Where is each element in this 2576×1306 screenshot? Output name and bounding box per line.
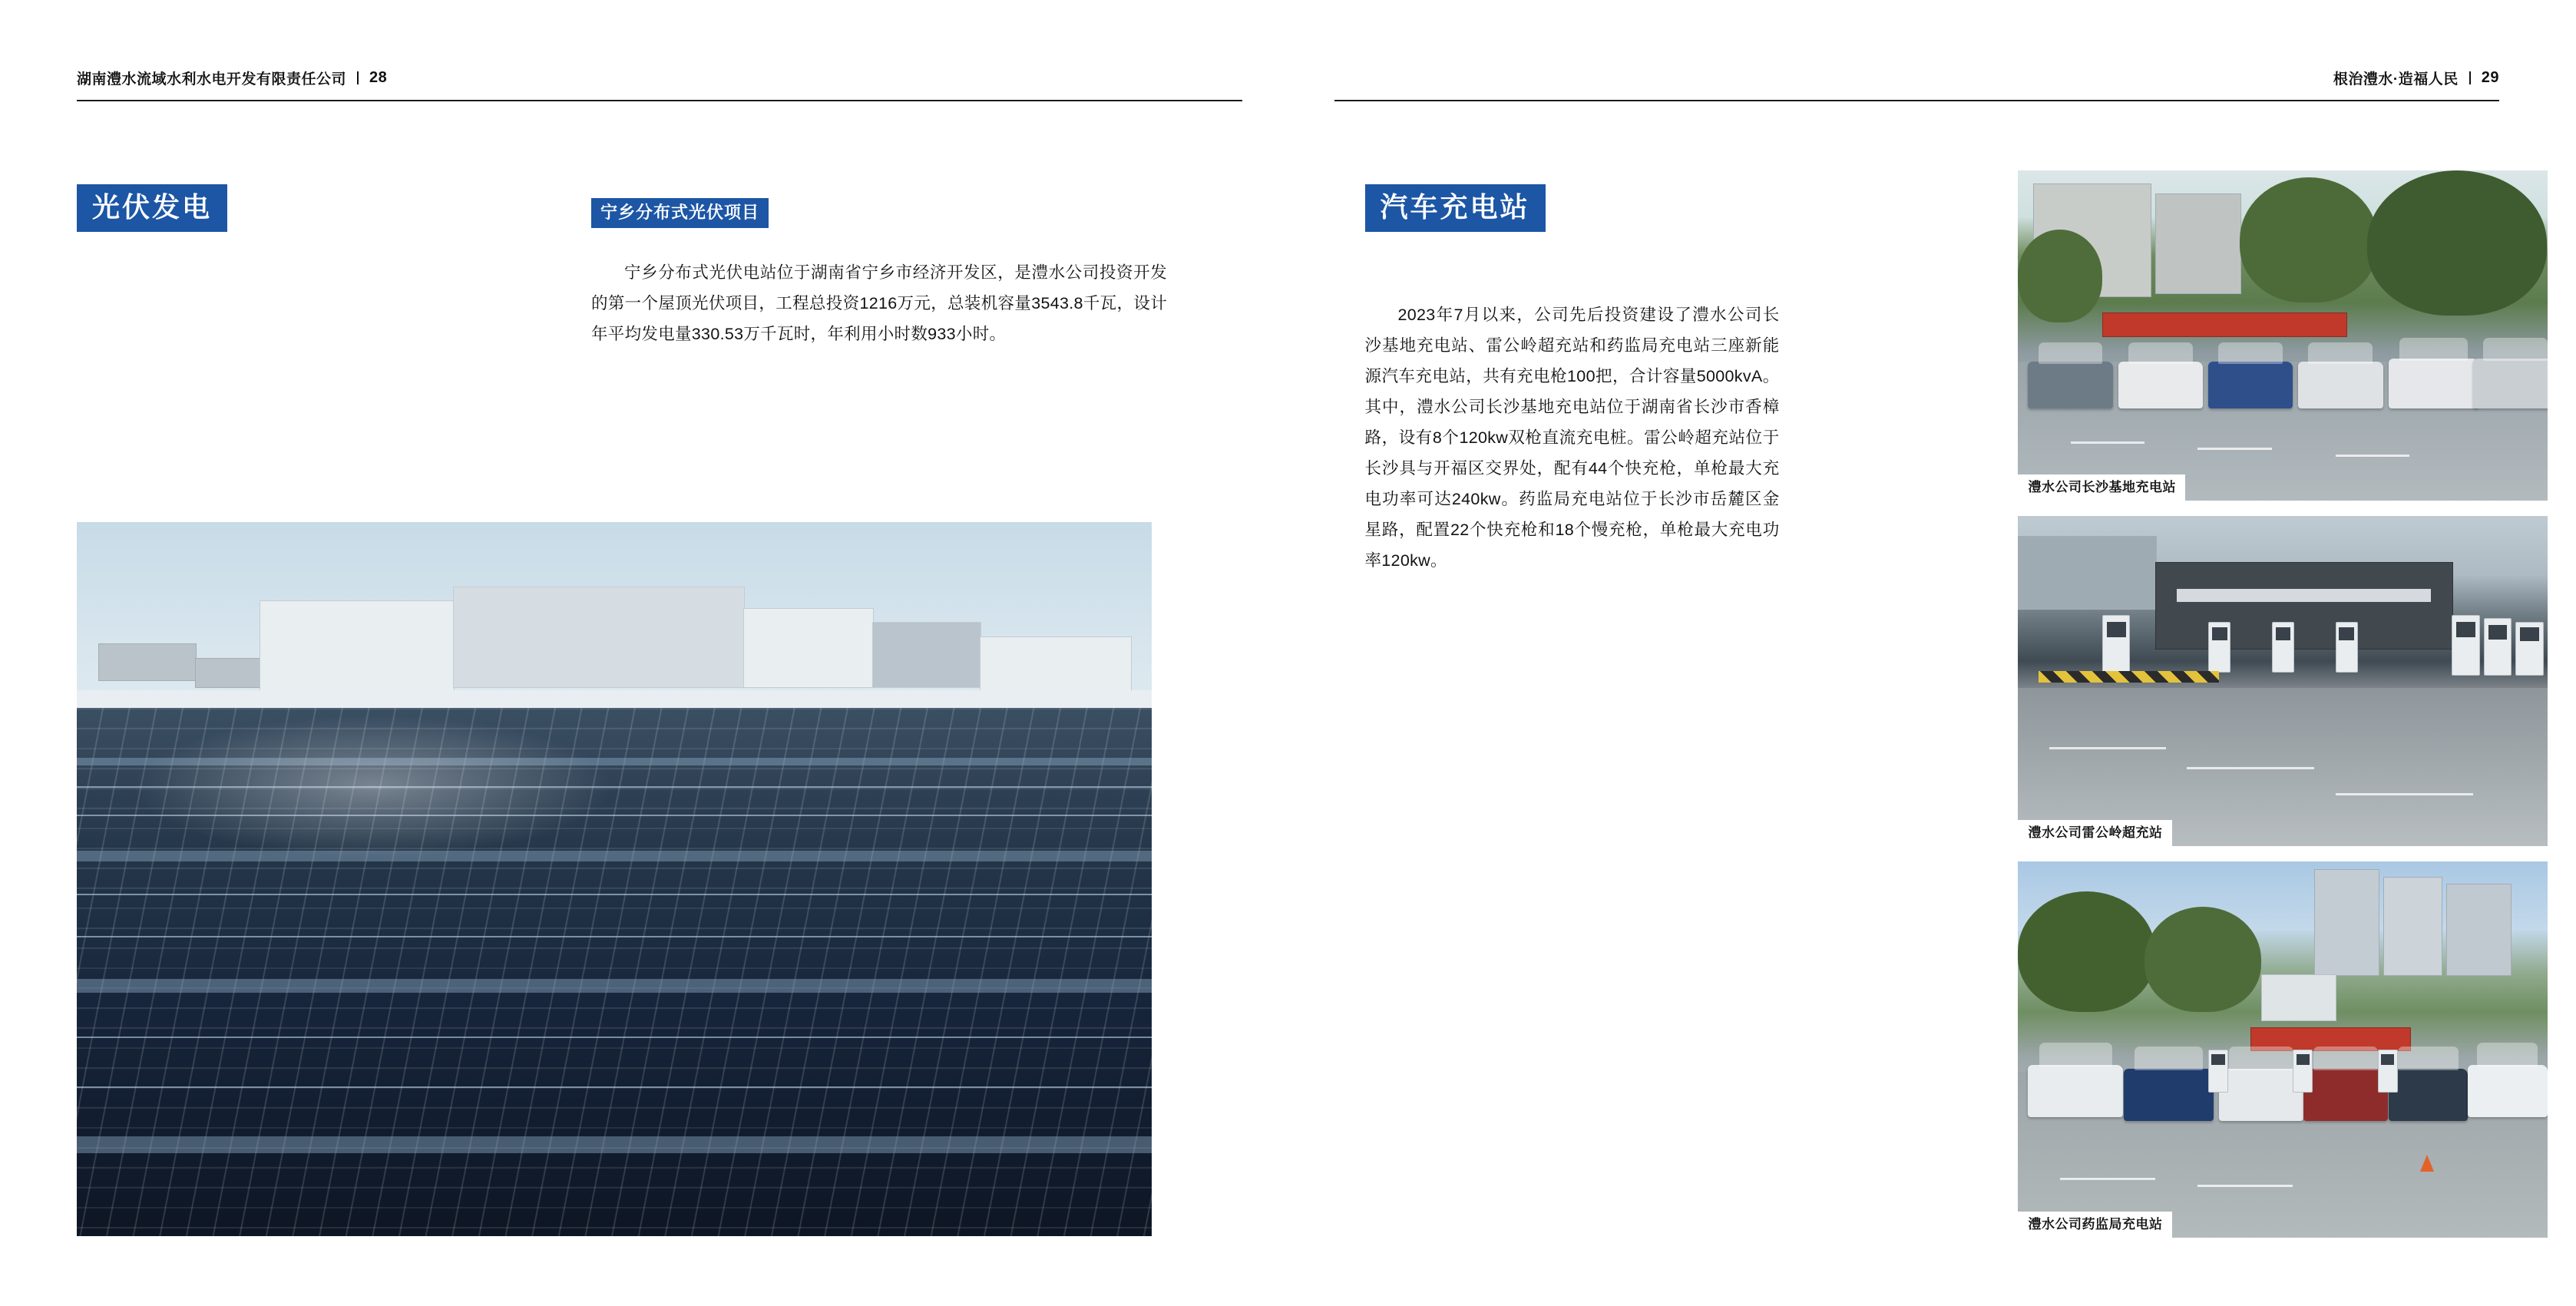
panel-seam xyxy=(77,1037,1152,1038)
sun-glare xyxy=(131,715,614,858)
tree xyxy=(2240,177,2377,303)
charging-pile xyxy=(2452,615,2480,676)
right-page-number: 29 xyxy=(2481,69,2499,86)
parking-line xyxy=(2060,1178,2155,1180)
parking-line xyxy=(2071,441,2145,444)
panel-seam xyxy=(77,936,1152,937)
curb-marking xyxy=(2039,671,2219,683)
charger-screen xyxy=(2107,622,2126,637)
right-body-paragraph: 2023年7月以来，公司先后投资建设了澧水公司长沙基地充电站、雷公岭超充站和药监局充电站三座新能源汽车充电站，共有充电枪100把，合计容量5000kvA。其中，澧水公司长沙基地充电站位于湖南省长沙市香樟路，设有8个120kw双枪直流充电桩。雷公岭超充站位于长沙具与开福区交界处，配有44个快充枪，单枪最大充电功率可达240kw。药监局充电站位于长沙市岳麓区金星路，配置22个快充枪和18个慢充枪，单枪最大充电功率120kw。 xyxy=(1364,306,1780,570)
charger-screen xyxy=(2339,627,2354,640)
background-building xyxy=(2018,536,2157,610)
factory-building xyxy=(743,608,874,688)
charging-station-photo-1 xyxy=(2018,170,2548,501)
left-header-rule xyxy=(77,100,1242,101)
right-body-text xyxy=(1365,299,1780,576)
panel-row-gap xyxy=(77,979,1152,993)
parking-line xyxy=(2049,747,2166,749)
charging-station-photo-3 xyxy=(2018,861,2548,1238)
charging-station-caption-2: 澧水公司雷公岭超充站 xyxy=(2018,820,2172,846)
charging-station-caption-1: 澧水公司长沙基地充电站 xyxy=(2018,474,2186,501)
charger-screen xyxy=(2381,1054,2394,1065)
parked-car xyxy=(2118,362,2203,408)
charging-station-photo-2-content xyxy=(2018,516,2548,846)
parked-car xyxy=(2028,362,2112,408)
right-page xyxy=(1288,0,2576,1306)
factory-building xyxy=(260,600,455,695)
tree xyxy=(2018,891,2155,1012)
left-page-number: 28 xyxy=(369,69,388,86)
parked-car xyxy=(2389,1069,2469,1122)
factory-building xyxy=(453,587,745,688)
station-canopy xyxy=(2155,562,2453,650)
charger-screen xyxy=(2520,627,2539,641)
solar-photo-content xyxy=(77,522,1152,1236)
factory-building xyxy=(980,636,1132,695)
running-head-separator xyxy=(2469,71,2471,84)
parked-car xyxy=(2303,1069,2388,1122)
parked-car xyxy=(2028,1065,2123,1118)
parking-line xyxy=(2336,793,2473,795)
parked-car xyxy=(2124,1069,2214,1122)
traffic-cone xyxy=(2420,1155,2434,1172)
parking-line xyxy=(2197,448,2272,450)
charging-station-caption-3: 澧水公司药监局充电站 xyxy=(2018,1212,2172,1238)
charging-pile xyxy=(2515,622,2544,676)
left-section-title: 光伏发电 xyxy=(77,184,227,232)
charging-pile xyxy=(2208,622,2231,673)
parked-car xyxy=(2298,362,2383,408)
factory-building xyxy=(872,622,981,688)
charging-pile xyxy=(2336,622,2359,673)
right-section-title: 汽车充电站 xyxy=(1365,184,1546,232)
left-body-paragraph: 宁乡分布式光伏电站位于湖南省宁乡市经济开发区，是澧水公司投资开发的第一个屋顶光伏项目，工程总投资1216万元，总装机容量3543.8千瓦，设计年平均发电量330.53万千瓦时，年利用小时数933小时。 xyxy=(591,263,1167,343)
charger-screen xyxy=(2488,625,2508,640)
red-banner xyxy=(2102,312,2347,337)
charger-screen xyxy=(2276,627,2291,640)
charging-pile xyxy=(2484,618,2512,676)
canopy-trim xyxy=(2177,589,2431,602)
charger-screen xyxy=(2211,1054,2224,1065)
charging-pile xyxy=(2378,1050,2398,1093)
panel-seam xyxy=(77,894,1152,895)
parking-line xyxy=(2336,455,2410,457)
charging-station-photo-1-content xyxy=(2018,170,2548,501)
parked-car xyxy=(2219,1069,2303,1122)
background-building xyxy=(2446,884,2512,976)
charging-pile xyxy=(2208,1050,2228,1093)
tree xyxy=(2367,170,2548,316)
solar-panel-photo xyxy=(77,522,1152,1236)
parked-car xyxy=(2208,362,2293,408)
charging-station-photo-2 xyxy=(2018,516,2548,846)
left-body-text xyxy=(591,257,1167,349)
charging-pile xyxy=(2102,615,2131,676)
panel-seam xyxy=(77,1086,1152,1088)
tree xyxy=(2018,230,2102,322)
parking-line xyxy=(2197,1185,2293,1187)
parked-car xyxy=(2473,359,2548,408)
background-building xyxy=(2155,193,2241,294)
panel-row-gap xyxy=(77,1136,1152,1153)
charging-station-photo-3-content xyxy=(2018,861,2548,1238)
utility-box xyxy=(2261,974,2337,1021)
background-building xyxy=(98,643,197,681)
right-running-head xyxy=(2333,68,2499,88)
parking-line xyxy=(2187,767,2314,769)
tree xyxy=(2144,907,2261,1012)
right-running-head-text: 根治澧水·造福人民 xyxy=(2333,71,2459,88)
charger-screen xyxy=(2297,1054,2310,1065)
background-building xyxy=(195,658,261,688)
charging-pile xyxy=(2293,1050,2313,1093)
left-running-head xyxy=(77,68,387,88)
parked-car xyxy=(2468,1065,2548,1118)
right-header-rule xyxy=(1334,100,2500,101)
background-building xyxy=(2383,877,2443,976)
left-running-head-text: 湖南澧水流域水利水电开发有限责任公司 xyxy=(77,71,347,88)
parked-car xyxy=(2389,359,2478,408)
charger-screen xyxy=(2212,627,2227,640)
running-head-separator xyxy=(357,71,359,84)
charger-screen xyxy=(2456,622,2475,637)
left-sub-title: 宁乡分布式光伏项目 xyxy=(591,198,769,228)
background-building xyxy=(2314,869,2379,976)
charging-pile xyxy=(2272,622,2295,673)
